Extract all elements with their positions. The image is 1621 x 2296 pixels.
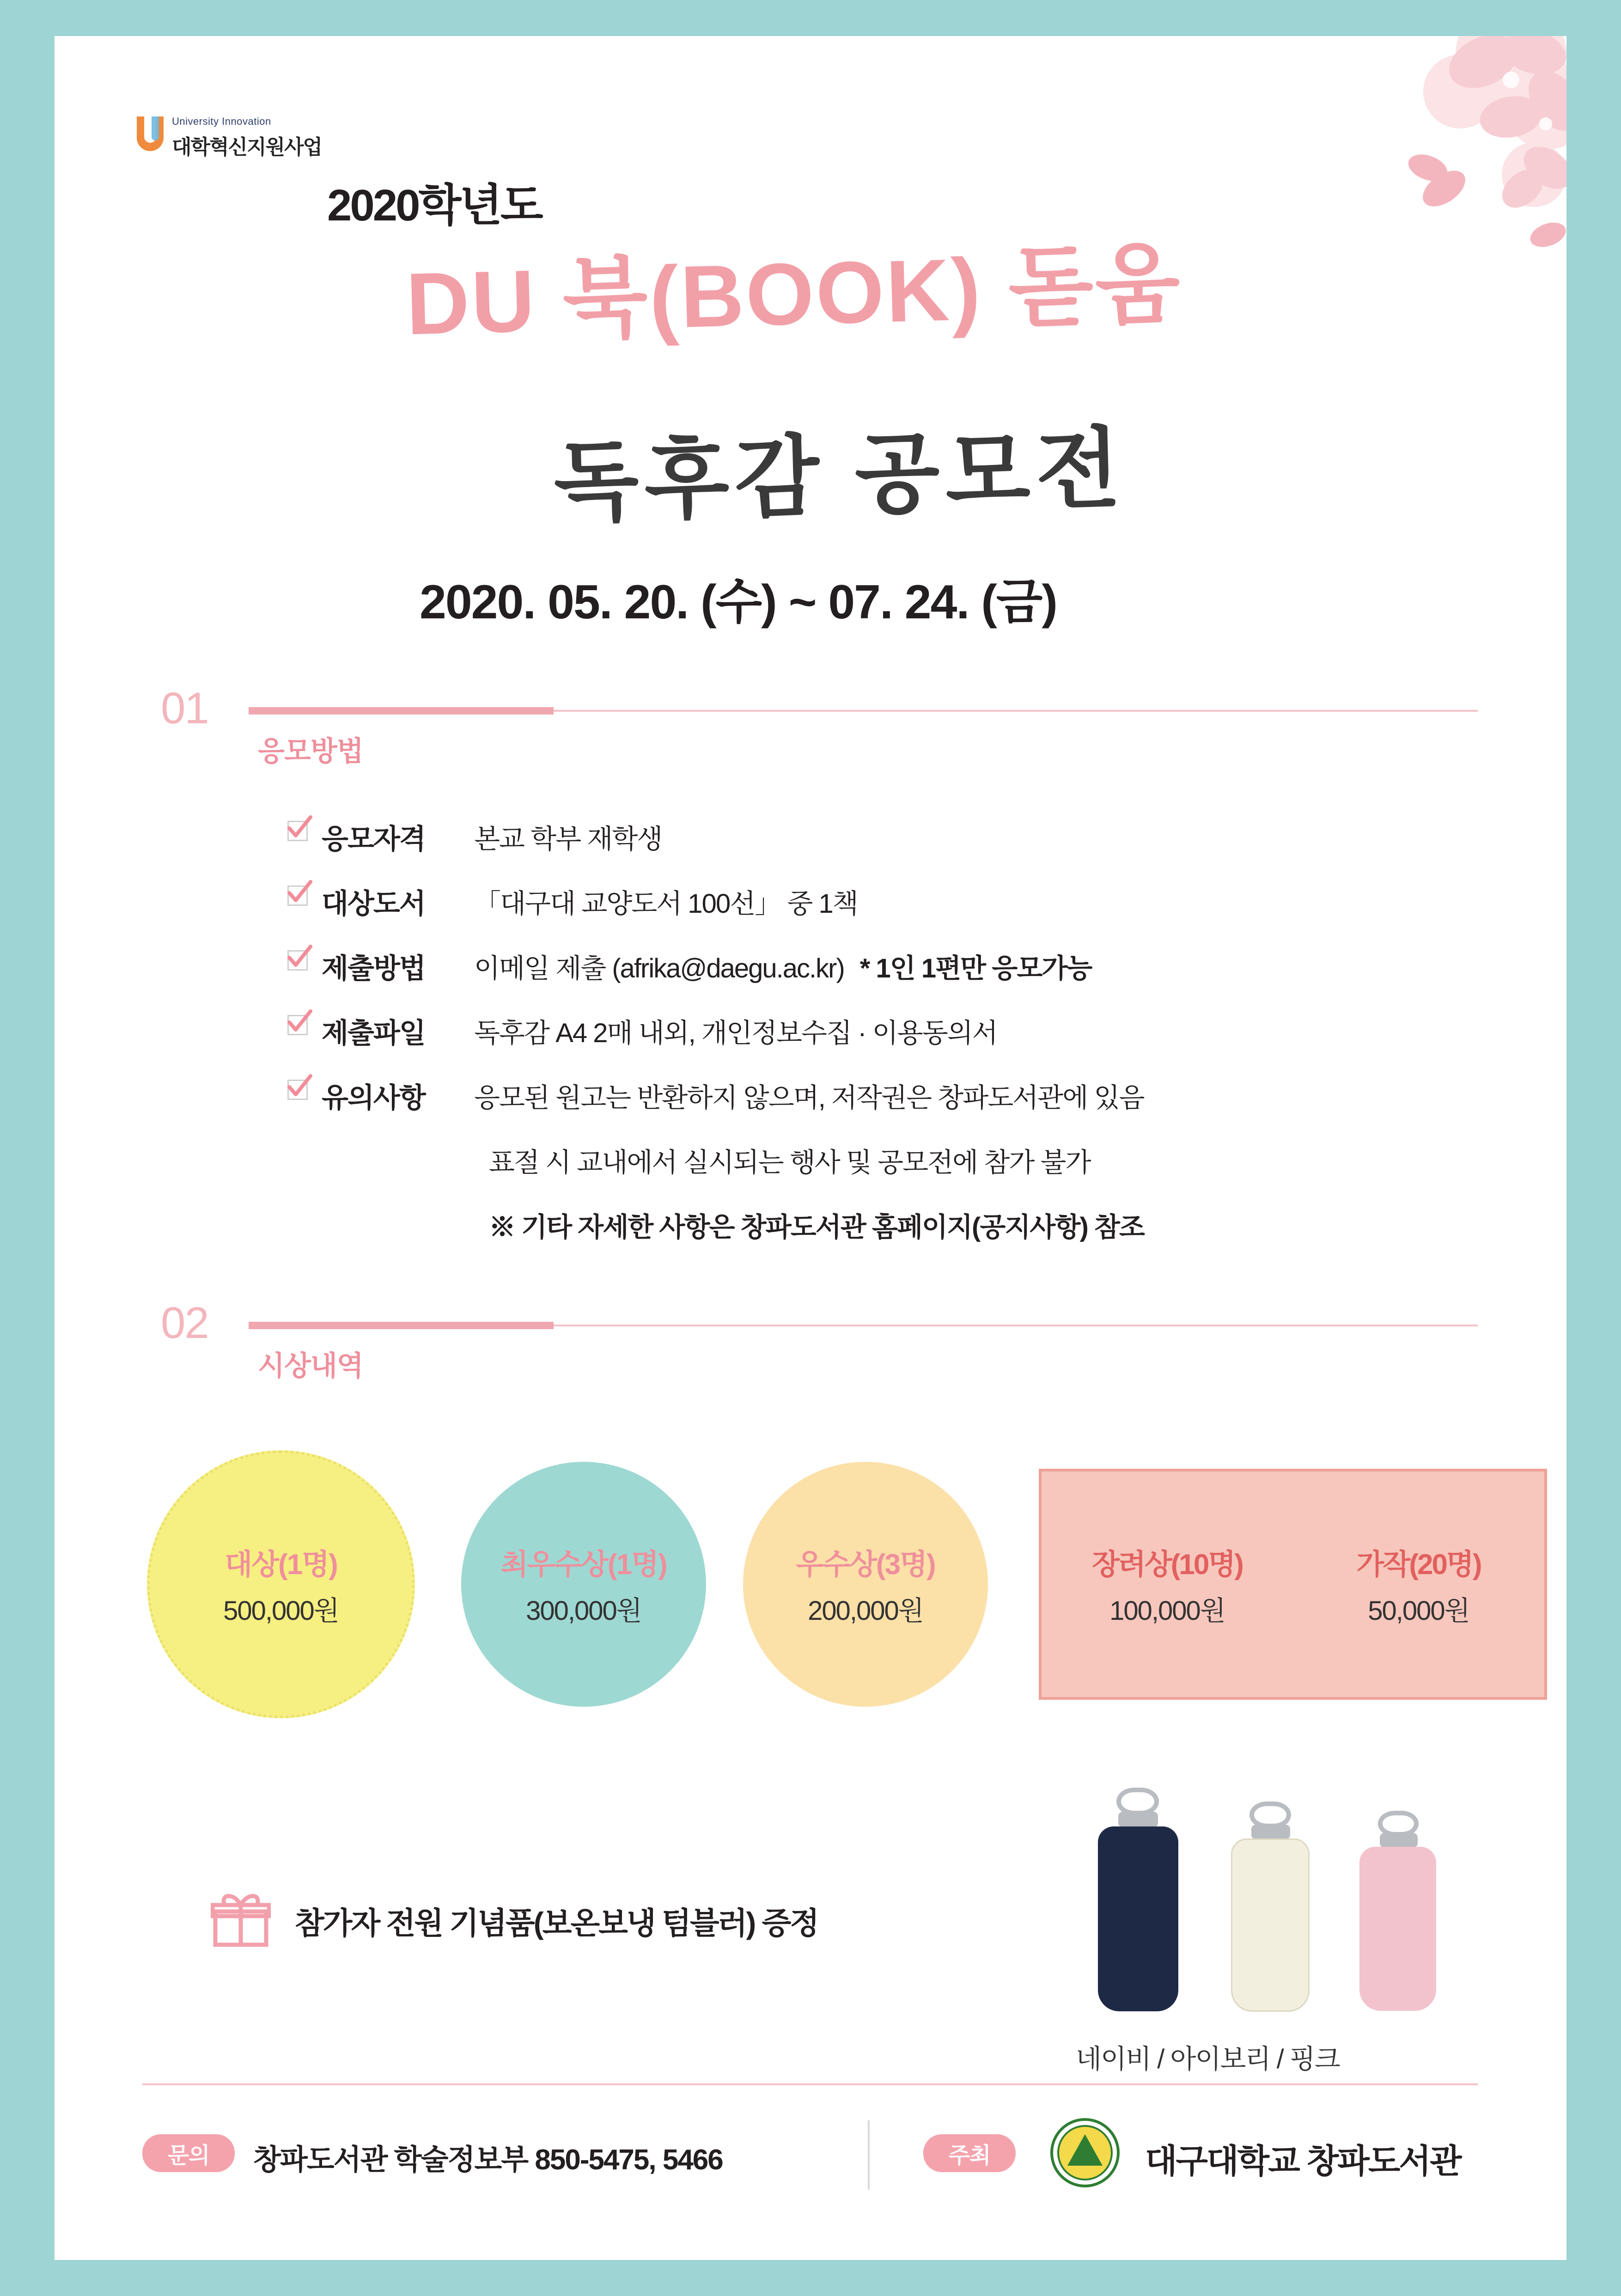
poster-title-line1: DU 북(BOOK) 돋움 [405, 235, 1183, 354]
university-seal-icon [1048, 2116, 1122, 2190]
item-value: 응모된 원고는 반환하지 않으며, 저작권은 창파도서관에 있음 [474, 1083, 1144, 1113]
additional-note: ※ 기타 자세한 사항은 창파도서관 홈페이지(공지사항) 참조 [489, 1212, 1144, 1242]
tumbler-pink [1348, 1811, 1455, 2019]
footer-vertical-divider [868, 2120, 870, 2190]
prize-name: 가작(20명) [1356, 1548, 1481, 1581]
footer-divider [142, 2083, 1478, 2085]
prize-cell-encouragement [1042, 1472, 1293, 1697]
check-icon [286, 882, 311, 908]
list-item [286, 946, 1091, 986]
inquiry-text: 창파도서관 학술정보부 850-5475, 5466 [253, 2144, 723, 2176]
check-icon [286, 946, 311, 972]
check-icon [286, 817, 311, 843]
tumbler-navy [1085, 1788, 1191, 2019]
prize-box-minor [1039, 1469, 1547, 1700]
item-label: 제출방법 [322, 953, 425, 984]
section-01-number: 01 [161, 684, 208, 733]
item-value: 본교 학부 재학생 [474, 824, 662, 854]
prize-amount: 300,000원 [526, 1595, 641, 1626]
list-item [286, 1076, 1144, 1116]
prize-amount: 500,000원 [223, 1595, 339, 1626]
prize-circle-best [461, 1462, 706, 1707]
prize-cell-honorable [1293, 1472, 1544, 1697]
section-01-rule-strong [249, 707, 554, 714]
prize-amount: 50,000원 [1368, 1595, 1469, 1626]
prize-name: 최우수상(1명) [500, 1548, 667, 1581]
academic-year: 2020학년도 [327, 181, 542, 230]
host-name: 대구대학교 창파도서관 [1145, 2143, 1461, 2180]
tumbler-colors: 네이비 / 아이보리 / 핑크 [1076, 2044, 1340, 2074]
gift-icon [211, 1889, 271, 1949]
item-value: 독후감 A4 2매 내외, 개인정보수집 · 이용동의서 [474, 1018, 997, 1048]
section-02-rule-strong [249, 1322, 554, 1329]
section-01-label: 응모방법 [258, 736, 363, 767]
item-label: 대상도서 [322, 888, 425, 919]
prize-amount: 100,000원 [1109, 1595, 1225, 1626]
logo-title: 대학혁신지원사업 [172, 136, 322, 159]
list-item [286, 817, 662, 857]
check-icon [286, 1076, 311, 1102]
event-period: 2020. 05. 20. (수) ~ 07. 24. (금) [420, 575, 1057, 629]
poster-canvas [55, 36, 1566, 2260]
section-02-number: 02 [161, 1298, 208, 1348]
gift-text: 참가자 전원 기념품(보온보냉 텀블러) 증정 [295, 1906, 818, 1940]
prize-name: 장려상(10명) [1092, 1548, 1243, 1581]
prize-name: 대상(1명) [225, 1548, 337, 1581]
host-badge: 주최 [923, 2134, 1016, 2172]
list-item [286, 1011, 997, 1051]
item-value: 「대구대 교양도서 100선」 중 1책 [474, 889, 858, 919]
university-innovation-logo-icon [132, 114, 168, 153]
prize-amount: 200,000원 [808, 1595, 923, 1626]
prize-circle-grand [147, 1450, 415, 1718]
section-01-rule-thin [554, 710, 1478, 712]
list-item [286, 882, 858, 922]
prize-circle-excellence [743, 1462, 988, 1707]
section-02-rule-thin [554, 1325, 1478, 1326]
tumbler-ivory [1219, 1801, 1325, 2019]
logo-subtitle: University Innovation [172, 116, 271, 127]
poster-title-line2: 독후감 공모전 [552, 419, 1127, 532]
prize-name: 우수상(3명) [796, 1548, 935, 1581]
item-label: 유의사항 [322, 1082, 425, 1113]
check-icon [286, 1011, 311, 1037]
item-emphasis: * 1인 1편만 응모가능 [859, 953, 1092, 983]
program-logo [132, 110, 331, 165]
item-label: 응모자격 [322, 824, 425, 855]
item-label: 제출파일 [322, 1018, 425, 1049]
item-value: 이메일 제출 (afrika@daegu.ac.kr) [474, 953, 844, 983]
plagiarism-note: 표절 시 교내에서 실시되는 행사 및 공모전에 참가 불가 [489, 1148, 1091, 1178]
inquiry-badge: 문의 [142, 2134, 235, 2172]
section-02-label: 시상내역 [258, 1350, 363, 1381]
